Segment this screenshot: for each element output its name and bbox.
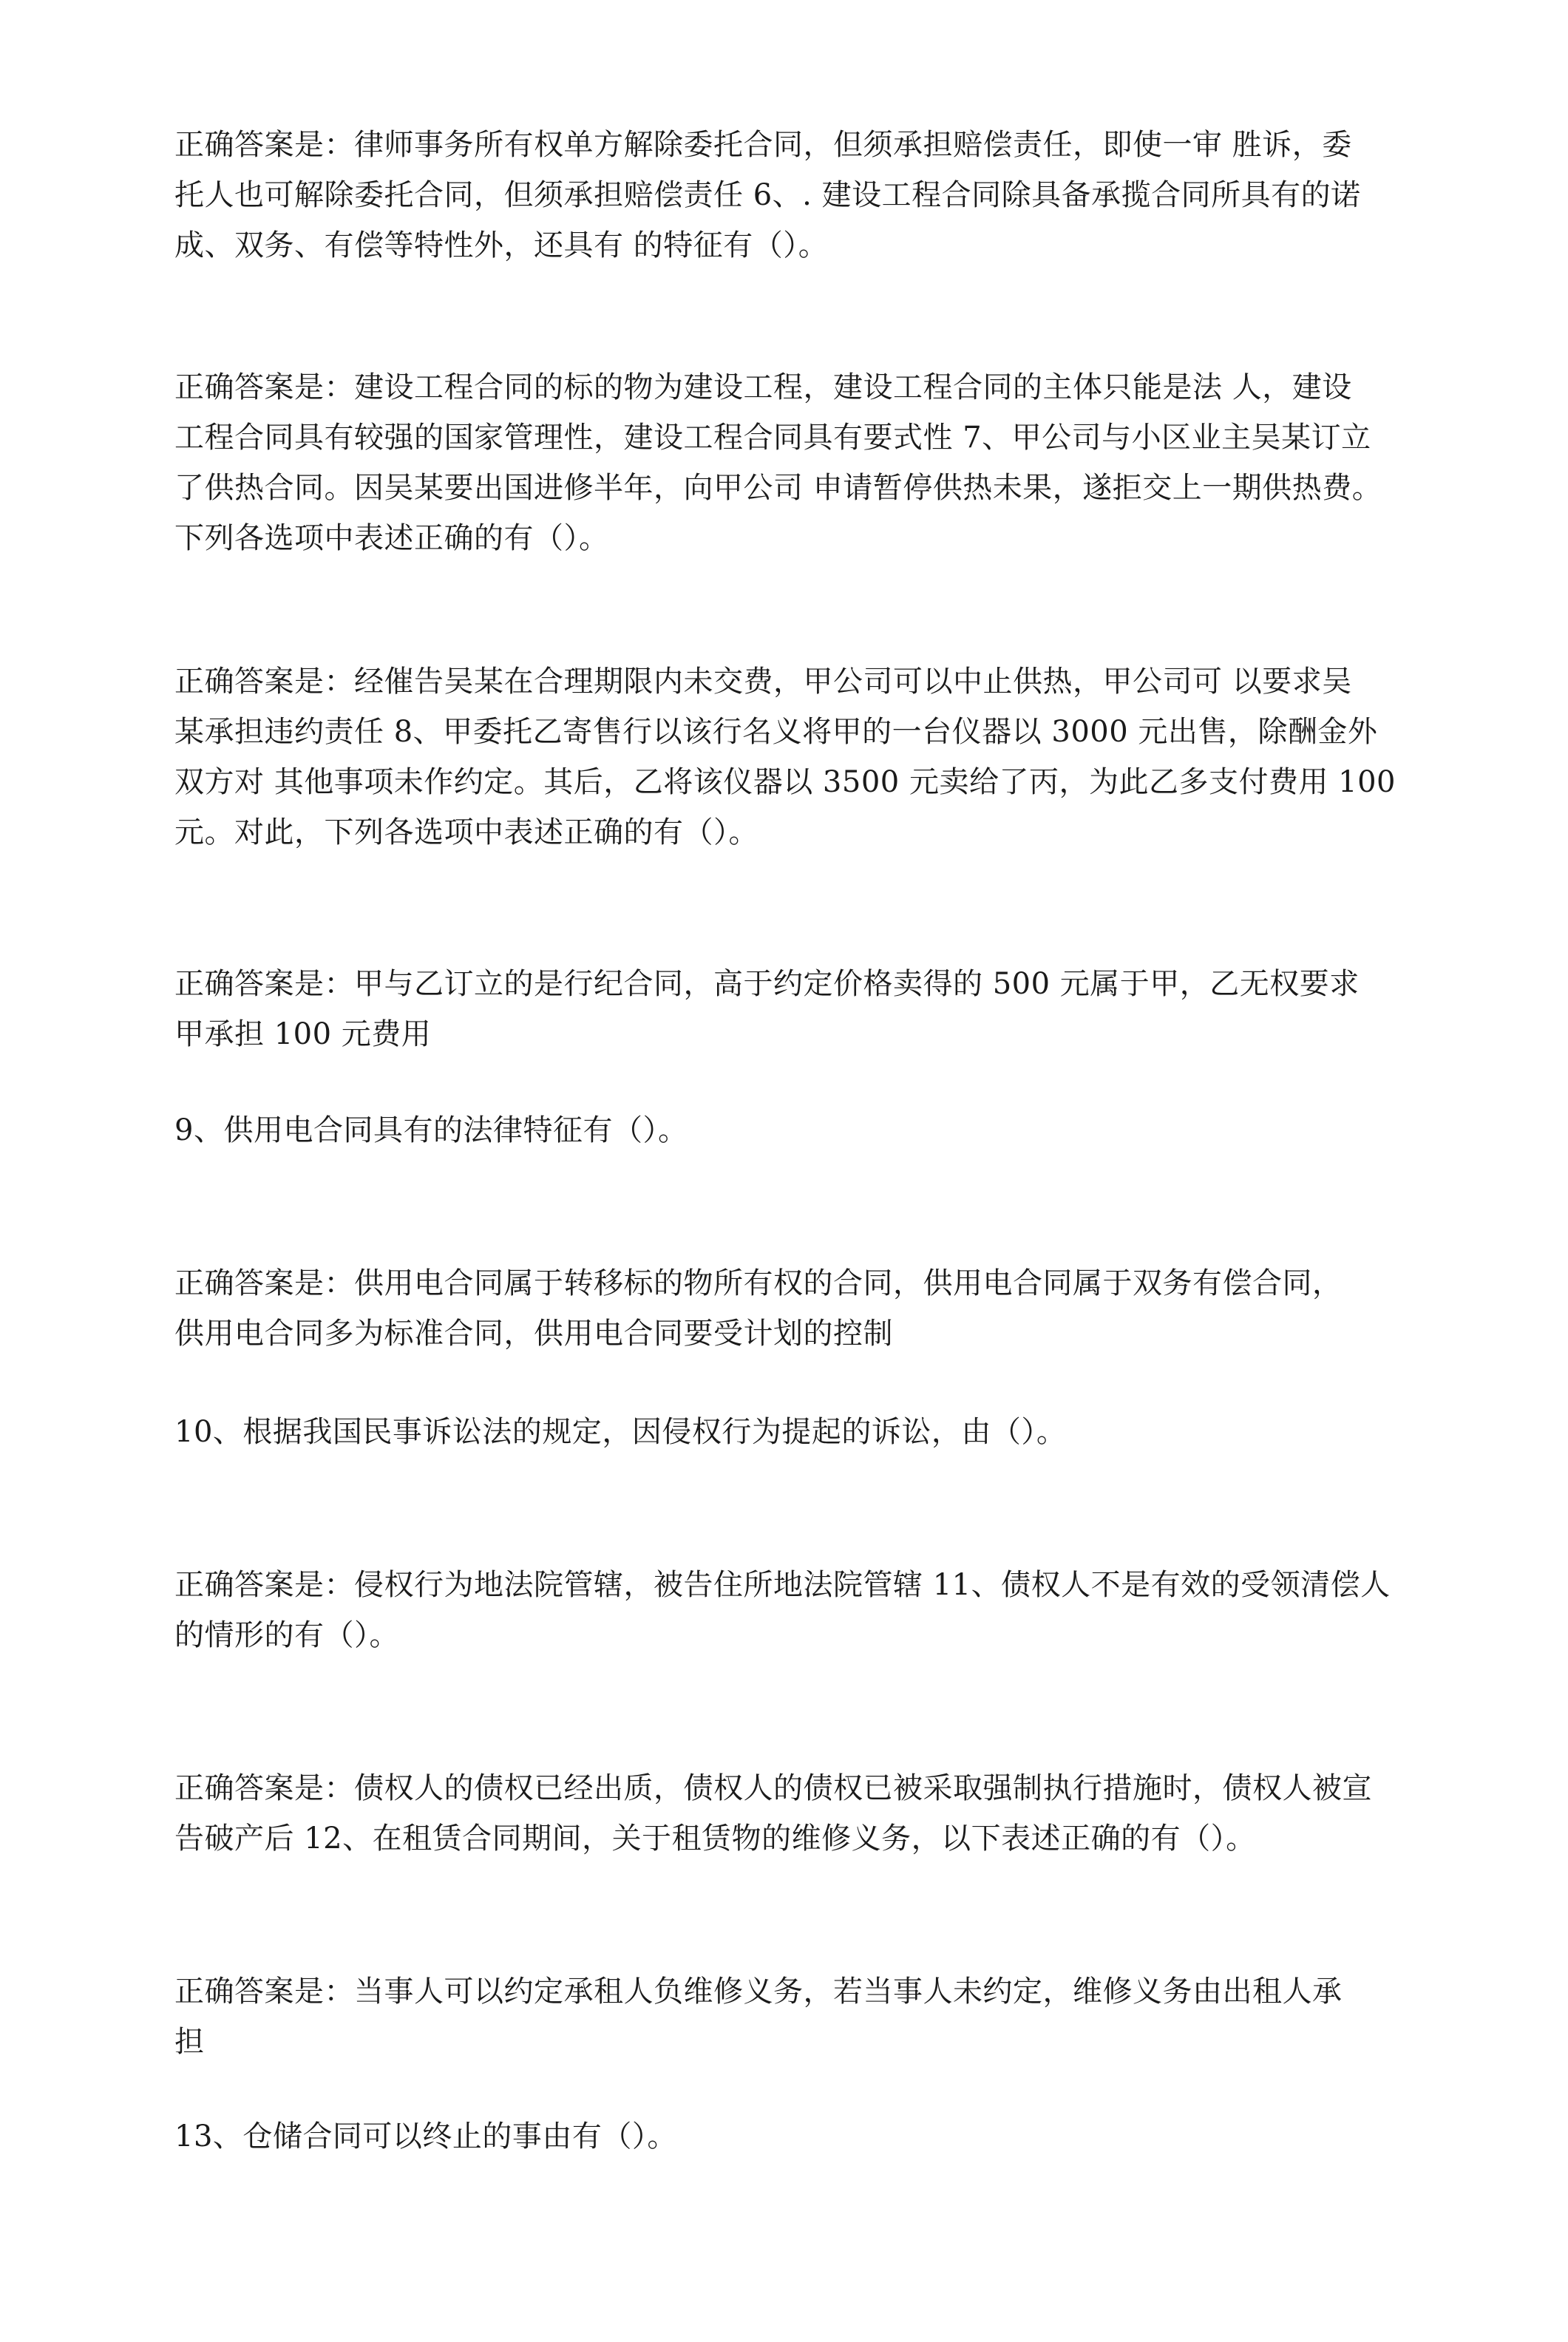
question-10 <box>174 1407 1402 1457</box>
text-line: 下列各选项中表述正确的有（）。 <box>174 521 609 555</box>
text-line: 9、供用电合同具有的法律特征有（）。 <box>174 1113 688 1147</box>
answer-paragraph-8 <box>174 959 1402 1059</box>
text-line: 正确答案是：经催告吴某在合理期限内未交费，甲公司可以中止供热，甲公司可 以要求吴 <box>174 665 1352 699</box>
question-13 <box>174 2111 1402 2162</box>
text-line: 供用电合同多为标准合同，供用电合同要受计划的控制 <box>174 1317 893 1351</box>
question-9 <box>174 1105 1402 1155</box>
text-line: 正确答案是：律师事务所有权单方解除委托合同，但须承担赔偿责任，即使一审 胜诉，委 <box>174 128 1352 162</box>
text-line: 13、仓储合同可以终止的事由有（）。 <box>174 2119 677 2153</box>
text-line: 正确答案是：供用电合同属于转移标的物所有权的合同，供用电合同属于双务有偿合同， <box>174 1266 1343 1300</box>
answer-paragraph-5 <box>174 120 1402 271</box>
text-line: 工程合同具有较强的国家管理性，建设工程合同具有要式性 7、甲公司与小区业主吴某订立 <box>174 421 1371 455</box>
text-line: 成、双务、有偿等特性外，还具有 的特征有（）。 <box>174 228 829 262</box>
text-line: 某承担违约责任 8、甲委托乙寄售行以该行名义将甲的一台仪器以 3000 元出售，除酬金外 <box>174 715 1378 749</box>
answer-paragraph-10 <box>174 1560 1402 1660</box>
answer-paragraph-9 <box>174 1258 1402 1359</box>
text-line: 担 <box>174 2025 205 2059</box>
text-line: 正确答案是：侵权行为地法院管辖，被告住所地法院管辖 11、债权人不是有效的受领清偿人 <box>174 1568 1391 1602</box>
text-line: 正确答案是：甲与乙订立的是行纪合同，高于约定价格卖得的 500 元属于甲，乙无权要求 <box>174 967 1360 1001</box>
text-line: 元。对此，下列各选项中表述正确的有（）。 <box>174 815 758 849</box>
text-line: 正确答案是：建设工程合同的标的物为建设工程，建设工程合同的主体只能是法 人，建设 <box>174 370 1352 404</box>
text-line: 正确答案是：债权人的债权已经出质，债权人的债权已被采取强制执行措施时，债权人被宣 <box>174 1771 1372 1805</box>
text-line: 10、根据我国民事诉讼法的规定，因侵权行为提起的诉讼，由（）。 <box>174 1415 1067 1449</box>
text-line: 的情形的有（）。 <box>174 1618 399 1652</box>
answer-paragraph-6 <box>174 362 1402 563</box>
answer-paragraph-7 <box>174 656 1402 858</box>
answer-paragraph-11 <box>174 1763 1402 1864</box>
text-line: 甲承担 100 元费用 <box>174 1017 432 1051</box>
text-line: 正确答案是：当事人可以约定承租人负维修义务，若当事人未约定，维修义务由出租人承 <box>174 1975 1343 2009</box>
answer-paragraph-12 <box>174 1966 1402 2067</box>
text-line: 了供热合同。因吴某要出国进修半年，向甲公司 申请暂停供热未果，遂拒交上一期供热费。 <box>174 471 1382 505</box>
text-line: 告破产后 12、在租赁合同期间，关于租赁物的维修义务，以下表述正确的有（）。 <box>174 1822 1256 1856</box>
text-line: 双方对 其他事项未作约定。其后，乙将该仪器以 3500 元卖给了丙，为此乙多支付费用 100 <box>174 765 1396 799</box>
text-line: 托人也可解除委托合同，但须承担赔偿责任 6、. 建设工程合同除具备承揽合同所具有的诺 <box>174 178 1361 212</box>
